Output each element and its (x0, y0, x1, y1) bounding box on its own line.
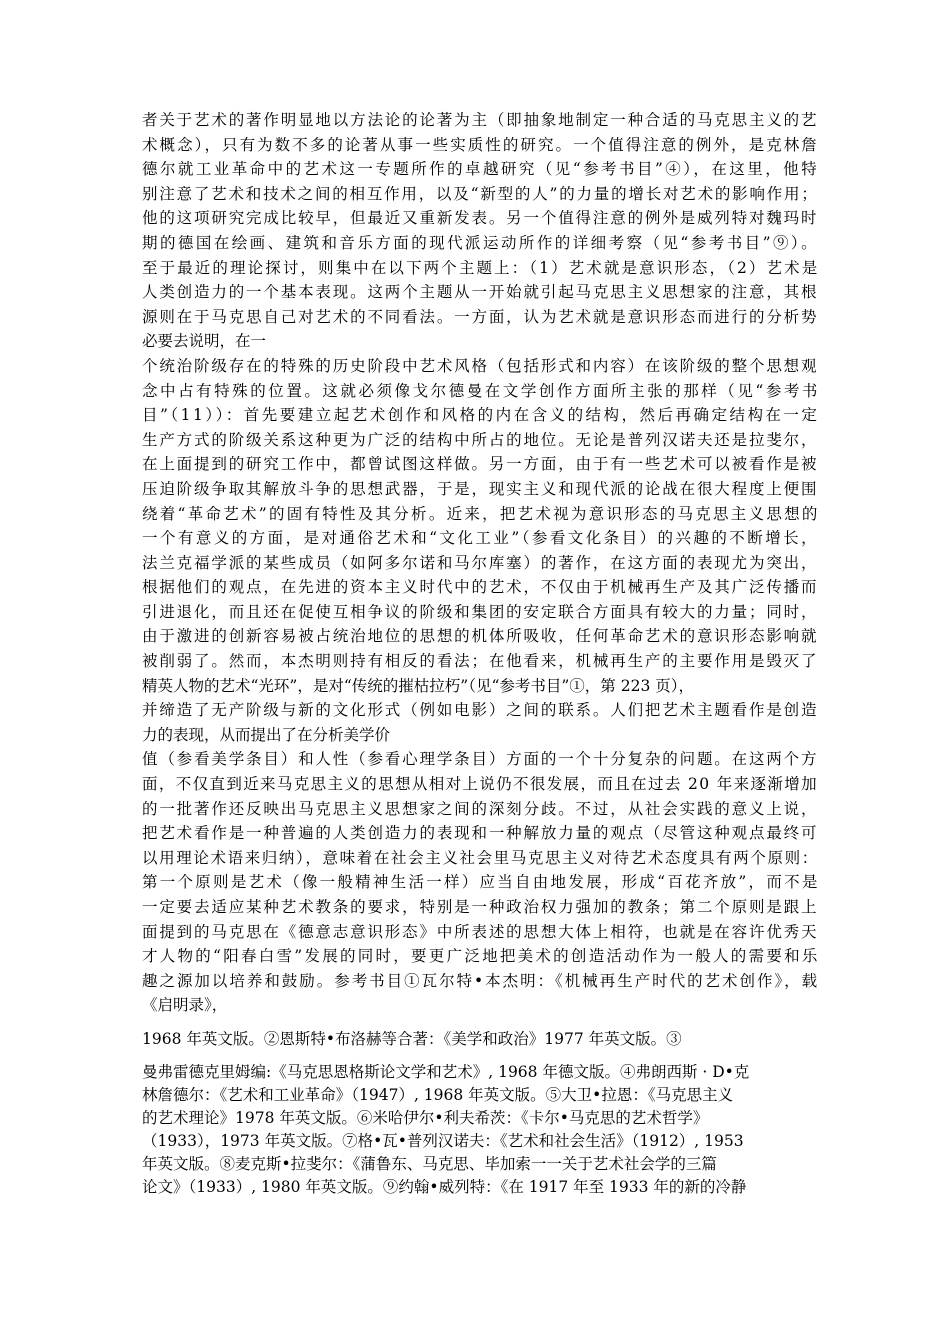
text-line: 者关于艺术的著作明显地以方法论的论著为主（即抽象地制定一种合适的马克思主义的艺 (142, 111, 819, 129)
text-line: 人类创造力的一个基本表现。这两个主题从一开始就引起马克思主义思想家的注意，其根 (142, 283, 819, 302)
text-line: 法兰克福学派的某些成员（如阿多尔诺和马尔库塞）的著作，在这方面的表现尤为突出， (142, 553, 819, 572)
spacer (142, 1051, 817, 1061)
bibliography (142, 1028, 817, 1199)
text-line: 目”（11））：首先要建立起艺术创作和风格的内在含义的结构，然后再确定结构在一定 (142, 406, 820, 425)
text-line: 趣之源加以培养和鼓励。参考书目①瓦尔特•本杰明：《机械再生产时代的艺术创作》，载 (142, 971, 820, 990)
bibliography-line: （1933），1973 年英文版。⑦格•瓦•普列汉诺夫：《艺术和社会生活》（1912）, 1953 (142, 1131, 744, 1150)
text-line: 并缔造了无产阶级与新的文化形式（例如电影）之间的联系。人们把艺术主题看作是创造 (142, 701, 819, 720)
text-line: 的一批著作还反映出马克思主义思想家之间的深刻分歧。不过，从社会实践的意义上说， (142, 799, 819, 818)
bibliography-line: 曼弗雷德克里姆编:《马克思恩格斯论文学和艺术》, 1968 年德文版。④弗朗西斯 · D•克 (142, 1062, 750, 1081)
text-line: 引进退化，而且还在促使互相争议的阶级和集团的安定联合方面具有较大的力量；同时， (142, 602, 819, 621)
text-line: 念中占有特殊的位置。这就必须像戈尔德曼在文学创作方面所主张的那样（见“参考书 (142, 381, 820, 400)
text-line: 术概念），只有为数不多的论著从事一些实质性的研究。一个值得注意的例外，是克林詹 (142, 135, 819, 154)
text-line: 精英人物的艺术“光环”，是对“传统的摧枯拉朽”（见“参考书目”①，第 223 页）， (142, 676, 694, 695)
text-line: 个统治阶级存在的特殊的历史阶段中艺术风格（包括形式和内容）在该阶级的整个思想观 (142, 356, 819, 375)
spacer (142, 1018, 817, 1028)
body-text (142, 108, 820, 1199)
text-line: 才人物的“阳春白雪”发展的同时，要更广泛地把美术的创造活动作为一般人的需要和乐 (142, 947, 820, 966)
text-line: 德尔就工业革命中的艺术这一专题所作的卓越研究（见“参考书目”④），在这里，他特 (142, 160, 820, 179)
text-line: 绕着“革命艺术”的固有特性及其分析。近来，把艺术视为意识形态的马克思主义思想的 (142, 504, 820, 523)
text-line: 压迫阶级争取其解放斗争的思想武器，于是，现实主义和现代派的论战在很大程度上便围 (142, 479, 819, 498)
text-line: 一定要去适应某种艺术教条的要求，特别是一种政治权力强加的教条；第二个原则是跟上 (142, 898, 819, 916)
text-line: 至于最近的理论探讨，则集中在以下两个主题上：（1）艺术就是意识形态，（2）艺术是 (142, 258, 820, 277)
paragraph (142, 108, 820, 354)
paragraph (142, 354, 820, 748)
text-line: 生产方式的阶级关系这种更为广泛的结构中所占的地位。无论是普列汉诺夫还是拉斐尔， (142, 430, 819, 449)
text-line: 把艺术看作是一种普遍的人类创造力的表现和一种解放力量的观点（尽管这种观点最终可 (142, 824, 819, 843)
paragraph (142, 747, 820, 1018)
text-line: 必要去说明，在一 (142, 332, 267, 351)
bibliography-line: 年英文版。⑧麦克斯•拉斐尔：《蒲鲁东、马克思、毕加索一一关于艺术社会学的三篇 (142, 1154, 717, 1173)
text-line: 《启明录》， (142, 996, 228, 1015)
text-line: 第一个原则是艺术（像一般精神生活一样）应当自由地发展，形成“百花齐放”，而不是 (142, 873, 820, 892)
bibliography-line: 1968 年英文版。②恩斯特•布洛赫等合著：《美学和政治》1977 年英文版。③ (142, 1029, 682, 1048)
bibliography-line: 论文》（1933）, 1980 年英文版。⑨约翰•威列特：《在 1917 年至 1933 年的新的冷静 (142, 1177, 747, 1196)
text-line: 值（参看美学条目）和人性（参看心理学条目）方面的一个十分复杂的问题。在这两个方 (142, 750, 819, 769)
text-line: 面，不仅直到近来马克思主义的思想从相对上说仍不很发展，而且在过去 20 年来逐渐增加 (142, 775, 818, 794)
bibliography-line: 林詹德尔：《艺术和工业革命》（1947）, 1968 年英文版。⑤大卫•拉恩：《马克思主义 (142, 1085, 734, 1104)
text-line: 别注意了艺术和技术之间的相互作用，以及“新型的人”的力量的增长对艺术的影响作用； (142, 184, 819, 203)
text-line: 源则在于马克思自己对艺术的不同看法。一方面，认为艺术就是意识形态而进行的分析势 (142, 307, 819, 326)
text-line: 以用理论术语来归纳），意味着在社会主义社会里马克思主义对待艺术态度具有两个原则： (142, 848, 819, 867)
text-line: 被削弱了。然而，本杰明则持有相反的看法；在他看来，机械再生产的主要作用是毁灭了 (142, 652, 819, 671)
bibliography-line: 的艺术理论》1978 年英文版。⑥米哈伊尔•利夫希茨：《卡尔•马克思的艺术哲学》 (142, 1108, 709, 1127)
text-line: 面提到的马克思在《德意志意识形态》中所表述的思想大体上相符，也就是在容许优秀天 (142, 922, 819, 941)
text-line: 由于激进的创新容易被占统治地位的思想的机体所吸收，任何革命艺术的意识形态影响就 (142, 627, 819, 646)
text-line: 他的这项研究完成比较早，但最近又重新发表。另一个值得注意的例外是威列特对魏玛时 (142, 209, 819, 228)
text-line: 一个有意义的方面，是对通俗艺术和“文化工业”（参看文化条目）的兴趣的不断增长， (142, 529, 820, 548)
text-line: 在上面提到的研究工作中，都曾试图这样做。另一方面，由于有一些艺术可以被看作是被 (142, 455, 819, 474)
text-line: 根据他们的观点，在先进的资本主义时代中的艺术，不仅由于机械再生产及其广泛传播而 (142, 578, 819, 597)
text-line: 力的表现，从而提出了在分析美学价 (142, 725, 391, 744)
text-line: 期的德国在绘画、建筑和音乐方面的现代派运动所作的详细考察（见“参考书目”⑨）。 (142, 233, 820, 252)
